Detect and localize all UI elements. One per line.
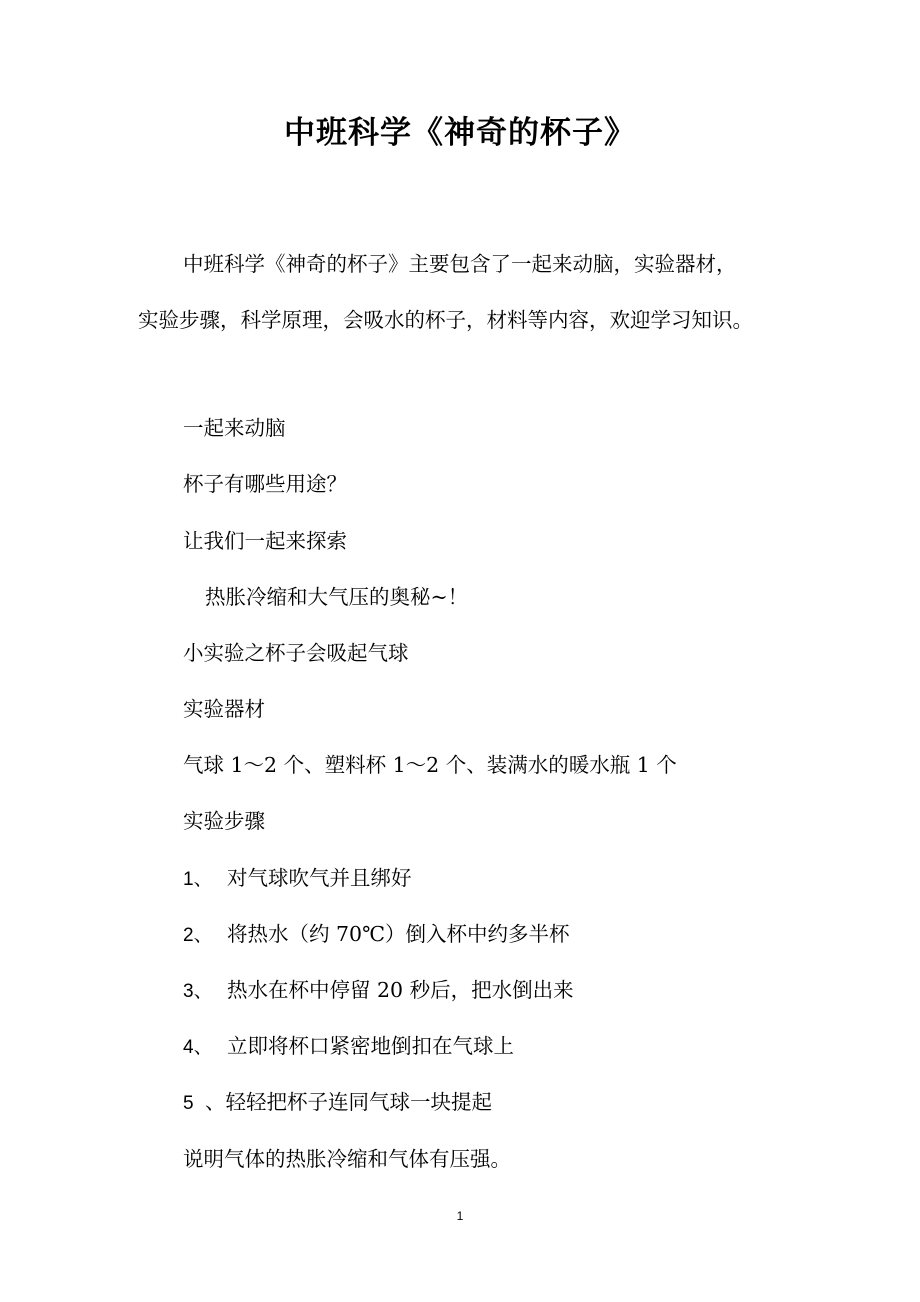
intro-line-1: 中班科学《神奇的杯子》主要包含了一起来动脑，实验器材， (183, 252, 737, 276)
section-heading-materials: 实验器材 (183, 697, 265, 721)
page-number: 1 (456, 1209, 464, 1223)
explore-line: 让我们一起来探索 (183, 529, 347, 553)
step-item (183, 1087, 492, 1119)
step-item (183, 1031, 514, 1063)
step-number: 3、 (183, 981, 213, 1002)
step-text: 将热水（约 70℃）倒入杯中约多半杯 (227, 922, 570, 946)
step-text: 对气球吹气并且绑好 (227, 866, 412, 890)
step-text: 、轻轻把杯子连同气球一块提起 (205, 1090, 492, 1114)
step-text: 热水在杯中停留 20 秒后，把水倒出来 (227, 978, 574, 1002)
mystery-line: 热胀冷缩和大气压的奥秘~！ (205, 585, 469, 609)
step-number: 4、 (183, 1037, 213, 1058)
materials-list: 气球 1～2 个、塑料杯 1～2 个、装满水的暖水瓶 1 个 (183, 753, 677, 777)
conclusion-line: 说明气体的热胀冷缩和气体有压强。 (183, 1147, 511, 1171)
step-item (183, 863, 412, 895)
step-text: 立即将杯口紧密地倒扣在气球上 (227, 1034, 514, 1058)
section-heading-steps: 实验步骤 (183, 809, 265, 833)
question-line: 杯子有哪些用途？ (183, 472, 347, 496)
page-title: 中班科学《神奇的杯子》 (284, 115, 636, 151)
step-number: 2、 (183, 925, 213, 946)
step-item (183, 919, 570, 951)
section-heading-brainstorm: 一起来动脑 (183, 416, 286, 440)
step-item (183, 975, 574, 1007)
intro-line-2: 实验步骤，科学原理，会吸水的杯子，材料等内容，欢迎学习知识。 (138, 308, 753, 332)
step-number: 5 (183, 1093, 194, 1114)
experiment-title: 小实验之杯子会吸起气球 (183, 641, 409, 665)
step-number: 1、 (183, 869, 213, 890)
